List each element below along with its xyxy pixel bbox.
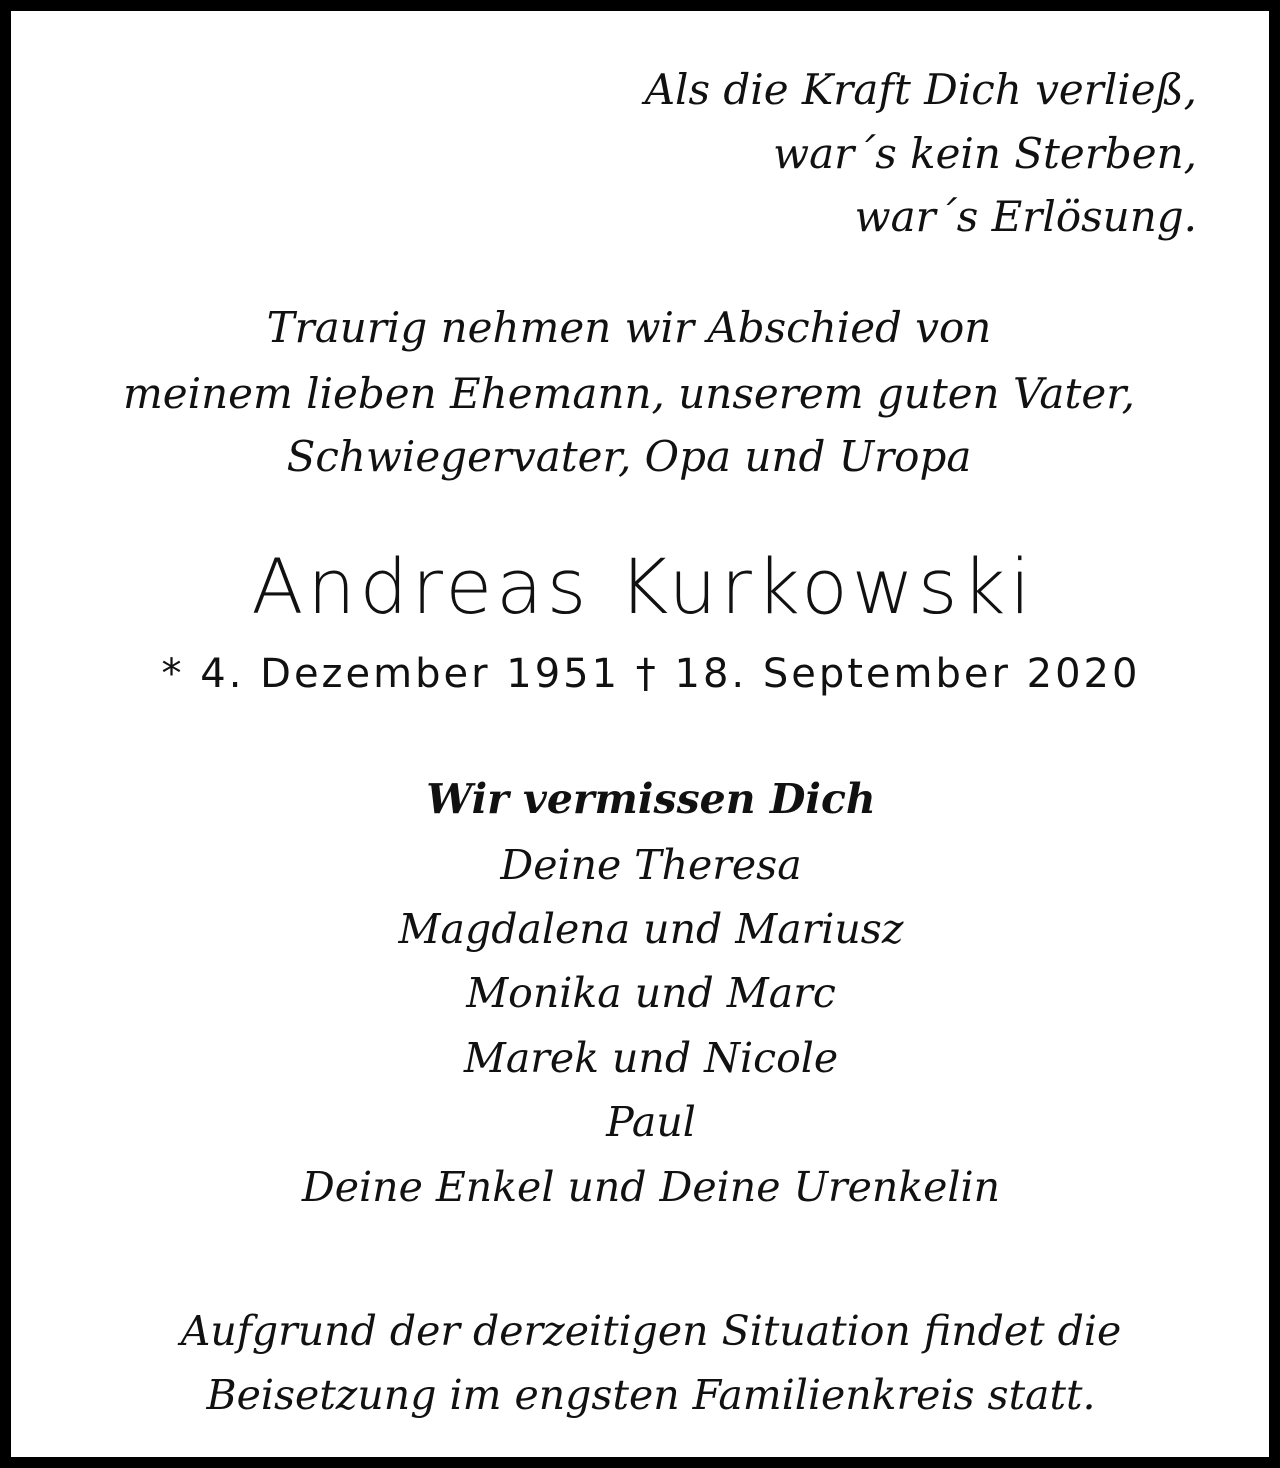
poem-line-2: war´s kein Sterben, [773, 129, 1197, 178]
family-member: Paul [606, 1098, 696, 1146]
family-member: Deine Enkel und Deine Urenkelin [301, 1163, 1001, 1211]
funeral-note-line-1: Aufgrund der derzeitigen Situation findet die [180, 1307, 1122, 1355]
poem-line-1: Als die Kraft Dich verließ, [644, 65, 1197, 114]
family-member: Monika und Marc [466, 969, 836, 1017]
poem-line-3: war´s Erlösung. [854, 192, 1197, 241]
funeral-note-line-2: Beisetzung im engsten Familienkreis statt. [206, 1371, 1096, 1419]
deceased-name: Andreas Kurkowski [251, 542, 1035, 631]
family-member: Marek und Nicole [463, 1034, 839, 1082]
life-dates: * 4. Dezember 1951 † 18. September 2020 [161, 651, 1141, 697]
intro-line-1: Traurig nehmen wir Abschied von [266, 303, 992, 352]
intro-line-3: Schwiegervater, Opa und Uropa [286, 432, 972, 481]
family-member: Magdalena und Mariusz [398, 905, 904, 953]
family-member: Deine Theresa [500, 841, 802, 889]
family-heading: Wir vermissen Dich [426, 775, 876, 823]
intro-line-2: meinem lieben Ehemann, unserem guten Vater, [122, 369, 1136, 418]
